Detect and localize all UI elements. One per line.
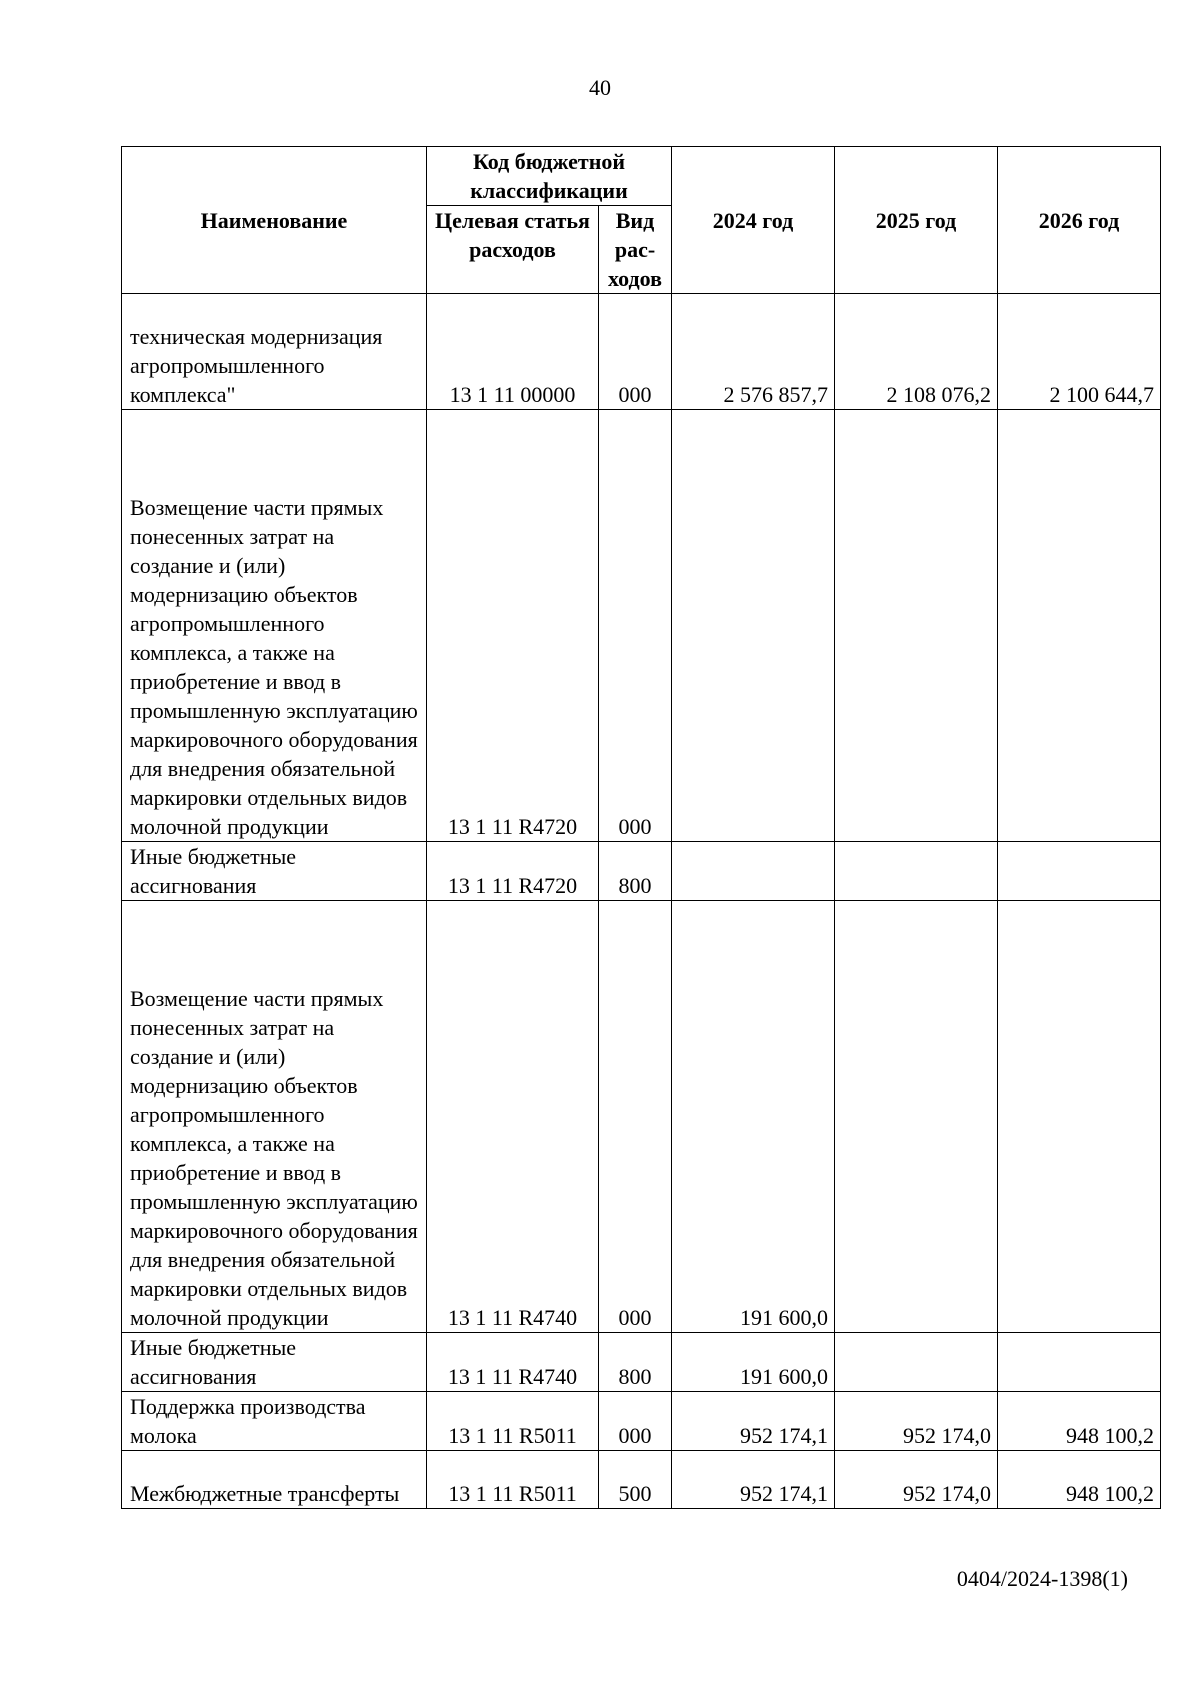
table-row xyxy=(122,1451,1161,1509)
row-value-2024: 952 174,1 xyxy=(672,1392,835,1451)
row-expense-kind: 000 xyxy=(599,901,672,1333)
row-value-2026: 948 100,2 xyxy=(998,1392,1161,1451)
row-name: техническая модернизация агропромышленного комплекса" xyxy=(122,294,427,410)
row-value-2025: 2 108 076,2 xyxy=(835,294,998,410)
row-target-article: 13 1 11 R5011 xyxy=(427,1451,599,1509)
row-value-2026: 948 100,2 xyxy=(998,1451,1161,1509)
row-value-2026 xyxy=(998,901,1161,1333)
header-code-group: Код бюджетной классификации xyxy=(427,147,672,206)
row-expense-kind: 800 xyxy=(599,842,672,901)
header-expense-kind: Вид рас-ходов xyxy=(599,206,672,294)
row-value-2025: 952 174,0 xyxy=(835,1451,998,1509)
header-2024: 2024 год xyxy=(672,147,835,294)
row-value-2026 xyxy=(998,1333,1161,1392)
row-value-2026: 2 100 644,7 xyxy=(998,294,1161,410)
table-row xyxy=(122,842,1161,901)
table-row xyxy=(122,294,1161,410)
row-value-2024 xyxy=(672,842,835,901)
row-name: Иные бюджетные ассигнования xyxy=(122,1333,427,1392)
row-value-2024: 191 600,0 xyxy=(672,1333,835,1392)
budget-table xyxy=(121,146,1161,1509)
row-expense-kind: 000 xyxy=(599,294,672,410)
table-row xyxy=(122,1333,1161,1392)
row-value-2025 xyxy=(835,901,998,1333)
table-row xyxy=(122,1392,1161,1451)
row-name: Возмещение части прямых понесенных затрат на создание и (или) модернизацию объектов агропромышленного комплекса, а также на приобретение и ввод в промышленную эксплуатацию маркировочного оборудования для внедрения обязательной маркировки отдельных видов молочной продукции xyxy=(122,901,427,1333)
row-expense-kind: 000 xyxy=(599,1392,672,1451)
row-value-2024: 191 600,0 xyxy=(672,901,835,1333)
header-target-article: Целевая статья расходов xyxy=(427,206,599,294)
page-number: 40 xyxy=(589,75,611,100)
row-value-2026 xyxy=(998,410,1161,842)
row-name: Возмещение части прямых понесенных затрат на создание и (или) модернизацию объектов агропромышленного комплекса, а также на приобретение и ввод в промышленную эксплуатацию маркировочного оборудования для внедрения обязательной маркировки отдельных видов молочной продукции xyxy=(122,410,427,842)
row-target-article: 13 1 11 R4720 xyxy=(427,410,599,842)
row-value-2026 xyxy=(998,842,1161,901)
row-value-2024 xyxy=(672,410,835,842)
table-row xyxy=(122,410,1161,842)
row-name: Межбюджетные трансферты xyxy=(122,1451,427,1509)
header-2025: 2025 год xyxy=(835,147,998,294)
header-name: Наименование xyxy=(122,147,427,294)
row-target-article: 13 1 11 R4720 xyxy=(427,842,599,901)
document-number: 0404/2024-1398(1) xyxy=(956,1566,1128,1591)
row-value-2025: 952 174,0 xyxy=(835,1392,998,1451)
row-value-2025 xyxy=(835,410,998,842)
row-value-2025 xyxy=(835,842,998,901)
row-expense-kind: 500 xyxy=(599,1451,672,1509)
header-2026: 2026 год xyxy=(998,147,1161,294)
row-value-2024: 2 576 857,7 xyxy=(672,294,835,410)
row-target-article: 13 1 11 R4740 xyxy=(427,1333,599,1392)
table-row xyxy=(122,901,1161,1333)
row-name: Поддержка производства молока xyxy=(122,1392,427,1451)
row-target-article: 13 1 11 R5011 xyxy=(427,1392,599,1451)
row-target-article: 13 1 11 R4740 xyxy=(427,901,599,1333)
row-expense-kind: 000 xyxy=(599,410,672,842)
row-name: Иные бюджетные ассигнования xyxy=(122,842,427,901)
row-value-2025 xyxy=(835,1333,998,1392)
row-value-2024: 952 174,1 xyxy=(672,1451,835,1509)
row-expense-kind: 800 xyxy=(599,1333,672,1392)
row-target-article: 13 1 11 00000 xyxy=(427,294,599,410)
